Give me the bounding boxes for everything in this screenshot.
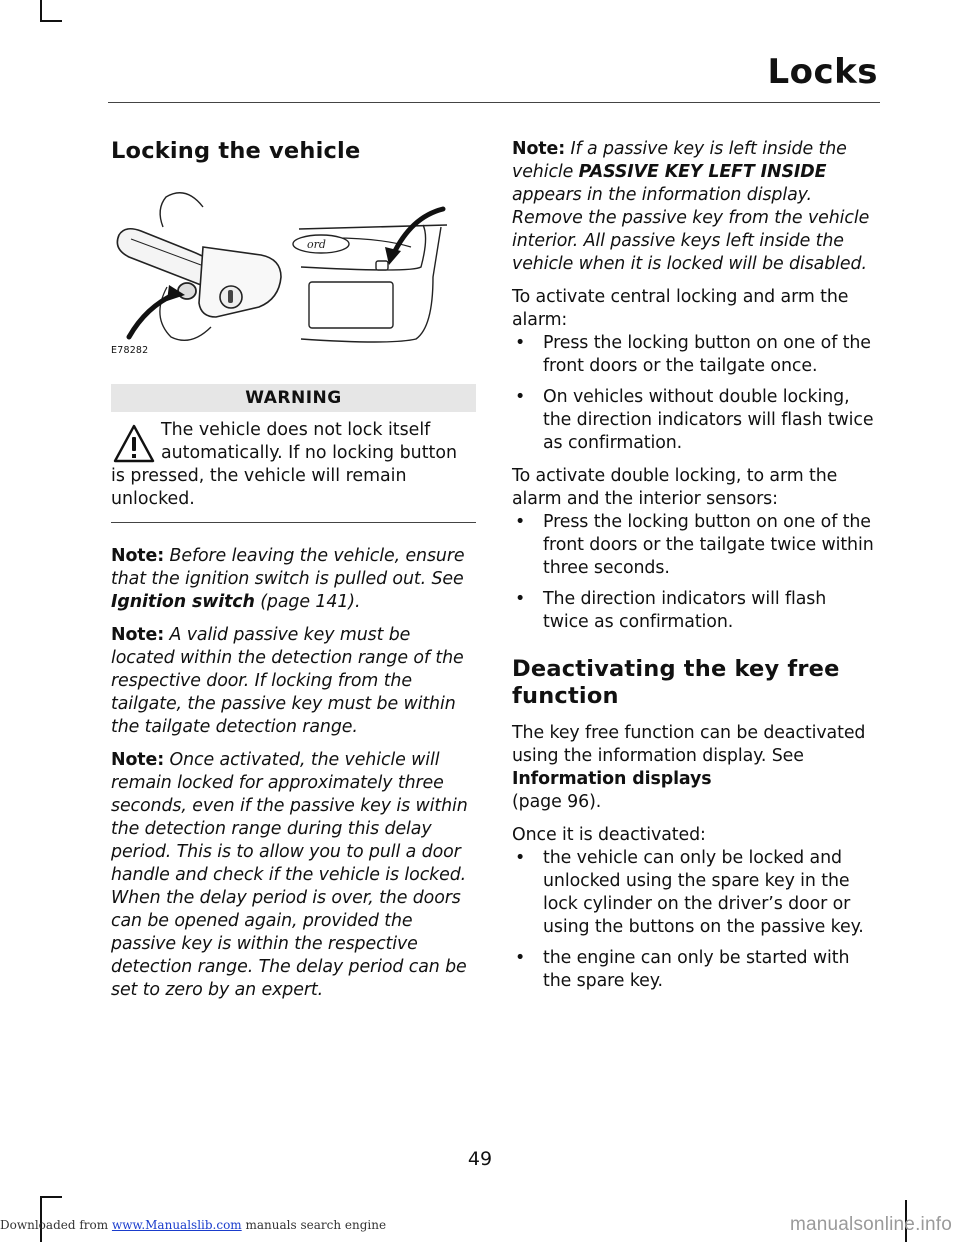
list-item: • The direction indicators will flash twice as confirmation.	[512, 588, 877, 634]
door-handle-bezel	[199, 247, 281, 317]
note-text-b: appears in the information display. Remove the passive key from the vehicle interior. All passive keys left inside the vehicle when it is locked will be disabled.	[512, 185, 870, 274]
bullets-central-locking	[512, 332, 877, 455]
page-number: 49	[467, 1148, 493, 1170]
list-item: • the vehicle can only be locked and unlocked using the spare key in the lock cylinder on the driver’s door or using the buttons on the passive key.	[512, 847, 877, 939]
list-item: • Press the locking button on one of the front doors or the tailgate twice within three seconds.	[512, 511, 877, 580]
note-label: Note:	[111, 750, 165, 770]
para-central-locking: To activate central locking and arm the alarm:	[512, 287, 849, 330]
section-heading-locking: Locking the vehicle	[111, 138, 361, 164]
note-delay-period	[111, 749, 476, 1002]
key-cylinder-slot	[228, 290, 233, 303]
note-text: A valid passive key must be located within the detection range of the respective door. If locking from the tailgate, the passive key must be within the tailgate detection range.	[111, 625, 464, 737]
para-double-locking: To activate double locking, to arm the alarm and the interior sensors:	[512, 466, 838, 509]
note-text: Before leaving the vehicle, ensure that the ignition switch is pulled out. See	[111, 546, 465, 589]
note-text: Once activated, the vehicle will remain locked for approximately three seconds, even if the passive key is within the detection range during this delay period. This is to allow you to pull a door handle and check if the vehicle is locked. When the delay period is over, the doors can be opened again, provided the passive key is within the respective detection range. The delay period can be set to zero by an expert.	[111, 750, 468, 1000]
note-ignition	[111, 545, 476, 614]
para-text: The key free function can be deactivated using the information display. See	[512, 723, 866, 766]
locking-buttons-illustration	[111, 177, 476, 357]
ref-information-displays[interactable]: Information displays	[512, 769, 712, 789]
para-deactivate	[512, 722, 877, 814]
list-item: • On vehicles without double locking, the direction indicators will flash twice as confirmation.	[512, 386, 877, 455]
manualslib-link[interactable]: www.Manualslib.com	[111, 1218, 242, 1232]
arrow-shaft-tailgate	[393, 209, 443, 255]
warning-box	[111, 384, 476, 523]
note-passive-key-range	[111, 624, 476, 739]
para-once-deactivated: Once it is deactivated:	[512, 825, 706, 845]
header-rule	[108, 102, 880, 103]
note-label: Note:	[512, 139, 566, 159]
figure-code: E78282	[111, 345, 149, 356]
watermark: manualsonline.info	[789, 1214, 952, 1235]
download-footer	[0, 1218, 386, 1232]
footer-suffix: manuals search engine	[241, 1218, 387, 1232]
note-text-a: If a passive key is left inside the vehicle	[512, 139, 847, 182]
crop-mark-bottom-left-h	[40, 1196, 62, 1198]
warning-body	[111, 412, 476, 523]
note-bold-message: PASSIVE KEY LEFT INSIDE	[578, 162, 827, 182]
number-plate-recess	[309, 282, 393, 328]
warning-triangle-icon	[113, 423, 155, 465]
handle-lock-button	[178, 283, 196, 299]
ref-ignition-switch[interactable]: Ignition switch	[111, 592, 255, 612]
svg-text:ord: ord	[307, 238, 326, 251]
figure-door-handle-and-tailgate	[111, 177, 476, 369]
handle-recess-outline	[160, 193, 203, 227]
crop-mark-top-left-v	[40, 0, 42, 22]
page-reference: (page 141).	[260, 592, 361, 612]
left-column	[111, 138, 476, 1002]
note-passive-key-left-inside	[512, 138, 877, 276]
tailgate-lock-button	[376, 261, 388, 270]
note-label: Note:	[111, 625, 165, 645]
crop-mark-top-left-h	[40, 20, 62, 22]
bullets-deactivated	[512, 847, 877, 993]
section-heading-deactivating: Deactivating the key free function	[512, 656, 840, 709]
list-item: • Press the locking button on one of the front doors or the tailgate once.	[512, 332, 877, 378]
page-header-title: Locks	[767, 52, 878, 92]
list-item: • the engine can only be started with the spare key.	[512, 947, 877, 993]
warning-title: WARNING	[111, 384, 476, 412]
page-reference: (page 96).	[512, 792, 602, 812]
bullets-double-locking	[512, 511, 877, 634]
footer-prefix: Downloaded from	[0, 1218, 112, 1232]
warning-text: The vehicle does not lock itself automatically. If no locking button is pressed, the vehicle will remain unlocked.	[111, 420, 457, 509]
right-column	[512, 138, 877, 993]
note-label: Note:	[111, 546, 165, 566]
